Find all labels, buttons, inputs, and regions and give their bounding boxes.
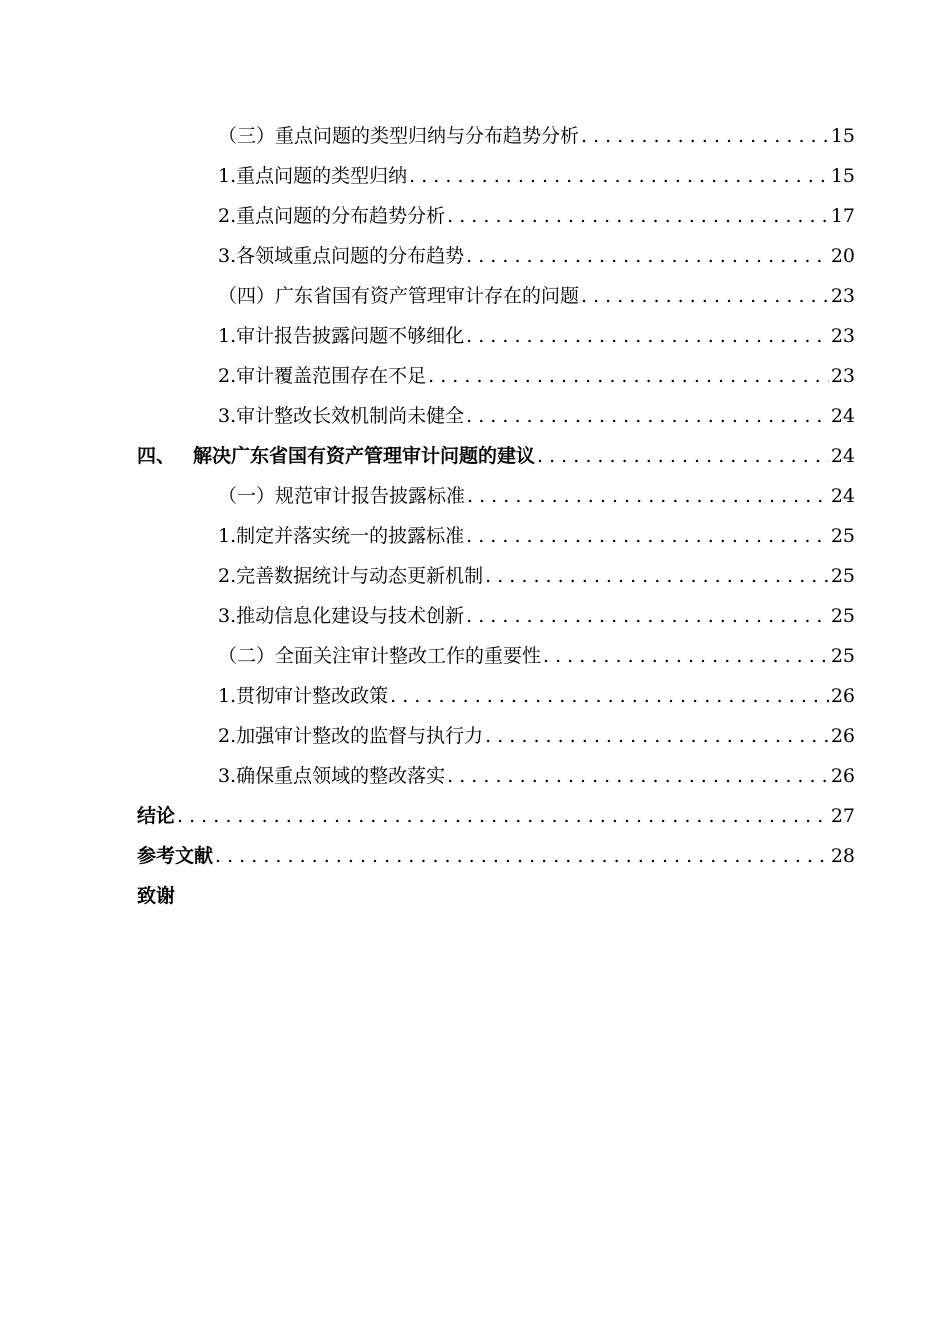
toc-page-number: 24 [830, 445, 855, 467]
toc-dot-leader [466, 516, 829, 556]
toc-entry[interactable] [218, 476, 855, 516]
toc-entry[interactable] [218, 236, 855, 276]
toc-page-number: 23 [830, 365, 855, 387]
toc-entry[interactable] [218, 556, 855, 596]
toc-page-number: 28 [830, 845, 855, 867]
toc-entry-title: 3.确保重点领域的整改落实 [218, 765, 446, 787]
toc-entry-title: 2.加强审计整改的监督与执行力 [218, 725, 484, 747]
toc-entry[interactable] [137, 796, 855, 836]
toc-dot-leader [581, 116, 829, 156]
toc-entry-title: 致谢 [137, 885, 176, 907]
toc-entry-title: 1.重点问题的类型归纳 [218, 165, 408, 187]
toc-dot-leader [485, 556, 829, 596]
toc-entry-title: 2.审计覆盖范围存在不足 [218, 365, 427, 387]
toc-page-number: 24 [830, 485, 855, 507]
toc-dot-leader [215, 836, 829, 876]
toc-entry-number: 四、 [137, 445, 176, 467]
toc-entry[interactable] [218, 316, 855, 356]
toc-page-number: 25 [830, 525, 855, 547]
toc-entry[interactable] [137, 876, 855, 916]
toc-dot-leader [447, 196, 829, 236]
toc-page-number: 27 [830, 805, 855, 827]
toc-entry-title: 2.重点问题的分布趋势分析 [218, 205, 446, 227]
toc-page-number: 25 [830, 645, 855, 667]
toc-dot-leader [543, 636, 829, 676]
toc-entry-title: 结论 [137, 805, 176, 827]
toc-entry[interactable] [218, 356, 855, 396]
toc-dot-leader [390, 676, 829, 716]
toc-entry[interactable] [218, 116, 855, 156]
toc-entry[interactable] [218, 196, 855, 236]
toc-dot-leader [447, 756, 829, 796]
toc-page-number: 26 [830, 725, 855, 747]
toc-entry-title: 3.各领域重点问题的分布趋势 [218, 245, 465, 267]
toc-page-number: 17 [830, 205, 855, 227]
toc-page-number: 26 [830, 685, 855, 707]
toc-page-number: 23 [830, 285, 855, 307]
toc-dot-leader [409, 156, 829, 196]
toc-dot-leader [466, 396, 829, 436]
toc-entry[interactable] [218, 636, 855, 676]
toc-entry[interactable] [218, 716, 855, 756]
toc-entry[interactable] [137, 436, 855, 476]
toc-entry[interactable] [218, 396, 855, 436]
toc-entry[interactable] [218, 276, 855, 316]
toc-dot-leader [581, 276, 829, 316]
toc-page-number: 25 [830, 605, 855, 627]
toc-entry[interactable] [218, 596, 855, 636]
toc-entry-title: 解决广东省国有资产管理审计问题的建议 [193, 445, 536, 467]
toc-entry-title: （二）全面关注审计整改工作的重要性 [218, 645, 542, 667]
toc-dot-leader [428, 356, 829, 396]
toc-page-number: 26 [830, 765, 855, 787]
toc-page-number: 25 [830, 565, 855, 587]
toc-entry-title: 1.审计报告披露问题不够细化 [218, 325, 465, 347]
toc-dot-leader [466, 596, 829, 636]
toc-dot-leader [467, 476, 829, 516]
toc-dot-leader [177, 796, 829, 836]
toc-entry-title: 参考文献 [137, 845, 214, 867]
toc-entry-title: 1.贯彻审计整改政策 [218, 685, 389, 707]
toc-entry[interactable] [218, 676, 855, 716]
toc-entry-title: 2.完善数据统计与动态更新机制 [218, 565, 484, 587]
toc-entry-title: （四）广东省国有资产管理审计存在的问题 [218, 285, 580, 307]
toc-entry[interactable] [218, 756, 855, 796]
toc-page-number: 23 [830, 325, 855, 347]
toc-entry[interactable] [218, 516, 855, 556]
toc-entry-title: （一）规范审计报告披露标准 [218, 485, 466, 507]
toc-entry-title: 3.推动信息化建设与技术创新 [218, 605, 465, 627]
toc-entry-title: （三）重点问题的类型归纳与分布趋势分析 [218, 125, 580, 147]
toc-page-number: 24 [830, 405, 855, 427]
toc-entry-title: 3.审计整改长效机制尚未健全 [218, 405, 465, 427]
toc-page-number: 15 [830, 125, 855, 147]
toc-entry[interactable] [137, 836, 855, 876]
toc-dot-leader [485, 716, 829, 756]
toc-page-number: 20 [830, 245, 855, 267]
toc-entry[interactable] [218, 156, 855, 196]
toc-dot-leader [466, 236, 829, 276]
toc-dot-leader [466, 316, 829, 356]
toc-dot-leader [537, 436, 829, 476]
toc-entry-title: 1.制定并落实统一的披露标准 [218, 525, 465, 547]
toc-page-number: 15 [830, 165, 855, 187]
